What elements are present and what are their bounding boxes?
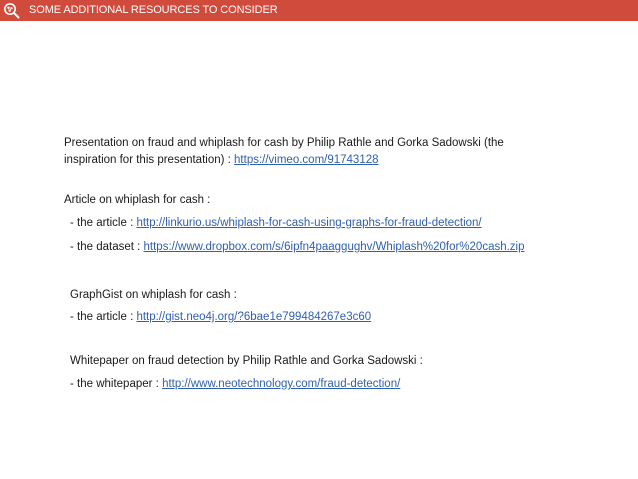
presentation-text-line2 [64,153,379,167]
vimeo-link[interactable]: https://vimeo.com/91743128 [234,154,379,166]
presentation-text-line1 [64,136,504,150]
whitepaper-item [70,377,400,391]
presentation-description-cont: inspiration for this presentation) : [64,154,235,166]
graphgist-heading-text: GraphGist on whiplash for cash : [70,289,237,301]
graphgist-heading [70,288,237,302]
dataset-item-label: - the dataset : [70,241,144,253]
magnifier-graph-icon [3,2,20,19]
article-heading-text: Article on whiplash for cash : [64,194,211,206]
slide-title: SOME ADDITIONAL RESOURCES TO CONSIDER [29,4,278,16]
article-item-dataset [70,240,525,254]
whitepaper-heading-text: Whitepaper on fraud detection by Philip Rathle and Gorka Sadowski : [70,355,423,367]
neotechnology-whitepaper-link[interactable]: http://www.neotechnology.com/fraud-detection/ [162,378,401,390]
presentation-description: Presentation on fraud and whiplash for cash by Philip Rathle and Gorka Sadowski (the [64,137,504,149]
header-bar [0,0,638,21]
article-item-article [70,216,482,230]
neo4j-gist-link[interactable]: http://gist.neo4j.org/?6bae1e799484267e3c60 [136,311,372,323]
article-item-label: - the article : [70,217,137,229]
whitepaper-item-label: - the whitepaper : [70,378,163,390]
linkurious-article-link[interactable]: http://linkurio.us/whiplash-for-cash-using-graphs-for-fraud-detection/ [136,217,482,229]
graphgist-item-article [70,310,371,324]
article-heading [64,193,210,207]
graphgist-item-label: - the article : [70,311,137,323]
dropbox-dataset-link[interactable]: https://www.dropbox.com/s/6ipfn4paaggughv/Whiplash%20for%20cash.zip [143,241,525,253]
whitepaper-heading [70,354,423,368]
